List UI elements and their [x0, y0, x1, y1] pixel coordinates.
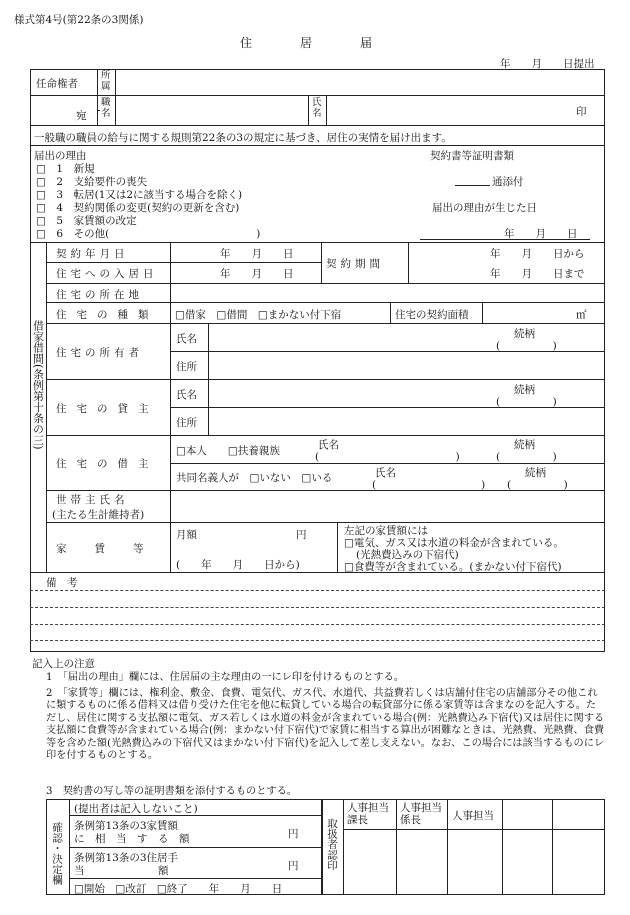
type-options[interactable]: □借家 □借間 □まかない付下宿: [175, 309, 342, 321]
remarks-field[interactable]: [40, 592, 600, 648]
tenant-relation-paren[interactable]: ( ): [496, 451, 557, 463]
include-utilities-sub: (光熱費込みの下宿代): [356, 549, 459, 561]
owner-relation-paren[interactable]: ( ): [496, 340, 557, 352]
include-meals-option[interactable]: □食費等が含まれている。(まかない付下宿代): [344, 561, 562, 573]
period-from[interactable]: 年 月 日から: [490, 248, 585, 260]
move-in-value[interactable]: 年 月 日: [220, 268, 294, 280]
move-in-label: 住宅への入居日: [56, 268, 158, 280]
cert-heading: 契約書等証明書類: [430, 150, 514, 162]
monthly-yen: 円: [296, 529, 307, 541]
note-item-3: 3 契約書の写し等の証明書類を添付するものとする。: [46, 786, 297, 797]
applicant-name-field[interactable]: [330, 100, 560, 120]
stamp-staff: 人事担当: [452, 810, 494, 822]
cert-attached-label: 通添付: [492, 176, 524, 188]
rent-label: 家賃等: [56, 543, 172, 555]
period-to[interactable]: 年 月 日まで: [490, 268, 585, 280]
name-label: 氏名: [312, 97, 322, 119]
joint-relation-label: 続柄: [525, 467, 546, 479]
reason-item-4[interactable]: □ 4 契約関係の変更(契約の更新を含む): [36, 202, 240, 214]
form-number: 様式第4号(第22条の3関係): [14, 14, 144, 26]
note-item-1: 1 「届出の理由」欄には、住居届の主な理由の一にレ印を付けるものとする。: [46, 672, 404, 683]
owner-relation-label: 続柄: [514, 328, 535, 340]
position-field[interactable]: [120, 100, 305, 120]
householder-sub-label: (主たる生計維持者): [52, 509, 145, 521]
landlord-label: 住宅の貸主: [56, 403, 159, 415]
seal-mark: 印: [576, 106, 587, 118]
rent-from-date[interactable]: ( 年 月 日から): [176, 559, 300, 571]
location-field[interactable]: [176, 286, 596, 300]
householder-field[interactable]: [176, 498, 596, 514]
addressee-mark: 宛: [76, 110, 87, 122]
landlord-relation-paren[interactable]: ( ): [496, 396, 557, 408]
affiliation-field[interactable]: [120, 74, 600, 90]
stamp-sub-chief: 人事担当係長: [400, 802, 442, 826]
monthly-label: 月額: [176, 529, 197, 541]
note-item-2: 2 「家賃等」欄には、権利金、敷金、食費、電気代、ガス代、水道代、共益費若しくは店舗付住宅の店舗部分その他これに類するものに係る借料又は借り受けた住宅を他に転貸している場合の転貸部分に係る家賃等は含まなのを記入する。ただし、居住に関する支払額に電気、ガス若しくは水道の料金が含まれている場合(例：光熱費込み下宿代)又は居住に関する支払額に食費等が含まれている場合(例：まかない付下宿代)で家賃に相当する算出が困難なときは、光熱費、光熱費、食費等を含めた額(光熱費込みの下宿代又はまかない付下宿代)を記入して差し支えない。なお、この場合には該当するものにレ印を付するものとする。: [46, 688, 605, 762]
rent-amount-yen: 円: [288, 828, 299, 840]
contract-date-label: 契約年月日: [56, 248, 129, 260]
rent-amount-label-1: 条例第13条の3家賃額: [74, 820, 179, 832]
area-unit: ㎡: [576, 309, 587, 321]
appointer-label: 任命権者: [36, 78, 78, 90]
owner-name-label: 氏名: [176, 333, 197, 345]
status-options[interactable]: □開始 □改訂 □終了 年 月 日: [74, 883, 283, 895]
reason-item-5[interactable]: □ 5 家賃額の改定: [36, 215, 137, 227]
joint-owner-options[interactable]: 共同名義人が □いない □いる: [176, 472, 333, 484]
office-note: (提出者は記入しないこと): [74, 803, 198, 815]
landlord-relation-label: 続柄: [514, 384, 535, 396]
owner-address-label: 住所: [176, 361, 197, 373]
landlord-address-label: 住所: [176, 417, 197, 429]
householder-label: 世帯主氏名: [56, 494, 129, 506]
joint-name-paren[interactable]: ( ): [372, 479, 486, 491]
allowance-yen: 円: [288, 860, 299, 872]
tenant-relation-label: 続柄: [514, 439, 535, 451]
rent-includes-heading: 左記の家賃額には: [344, 525, 428, 537]
affiliation-label: 所属: [101, 70, 111, 92]
period-label: 契約期間: [326, 258, 384, 270]
reason-item-2[interactable]: □ 2 支給要件の喪失: [36, 176, 148, 188]
allowance-label-2: 当 額: [74, 865, 169, 877]
contract-date-value[interactable]: 年 月 日: [220, 248, 294, 260]
office-side-label: 確認・決定欄: [51, 822, 64, 885]
reason-item-1[interactable]: □ 1 新規: [36, 163, 95, 175]
declaration-text: 一般職の職員の給与に関する規則第22条の3の規定に基づき、居住の実情を届け出ます。: [34, 132, 452, 144]
handler-seal-label: 取扱者認印: [326, 818, 339, 871]
remarks-label: 備 考: [46, 577, 78, 589]
tenant-self-options[interactable]: □本人 □扶養親族: [176, 445, 280, 457]
occurred-label: 届出の理由が生じた日: [432, 202, 537, 214]
stamp-section-chief: 人事担当課長: [347, 802, 389, 826]
type-label: 住宅の種類: [56, 309, 159, 321]
position-label: 職名: [101, 97, 111, 119]
joint-name-label: 氏名: [375, 467, 396, 479]
reason-item-6[interactable]: □ 6 その他( ): [36, 228, 261, 240]
tenant-name-label: 氏名: [318, 439, 339, 451]
rental-side-label: 借家借間(条例第十条の三): [31, 320, 45, 450]
occurred-date: 年 月 日: [504, 228, 578, 240]
joint-relation-paren[interactable]: ( ): [507, 479, 568, 491]
tenant-label: 住宅の借主: [56, 458, 159, 470]
include-utilities-option[interactable]: □電気、ガス又は水道の料金が含まれている。: [344, 537, 564, 549]
owner-label: 住宅の所有者: [56, 347, 143, 359]
rent-amount-label-2: に 相 当 す る 額: [74, 833, 190, 845]
form-title: 住 居 届: [240, 36, 373, 50]
landlord-name-label: 氏名: [176, 389, 197, 401]
reason-item-3[interactable]: □ 3 転居(1又は2に該当する場合を除く): [36, 189, 243, 201]
tenant-name-paren[interactable]: ( ): [315, 451, 460, 463]
area-label: 住宅の契約面積: [395, 309, 469, 321]
reason-heading: 届出の理由: [34, 150, 87, 162]
submission-date: 年 月 日提出: [500, 58, 595, 70]
allowance-label-1: 条例第13条の3住居手: [74, 852, 179, 864]
location-label: 住宅の所在地: [56, 289, 143, 301]
notes-heading: 記入上の注意: [32, 658, 95, 670]
